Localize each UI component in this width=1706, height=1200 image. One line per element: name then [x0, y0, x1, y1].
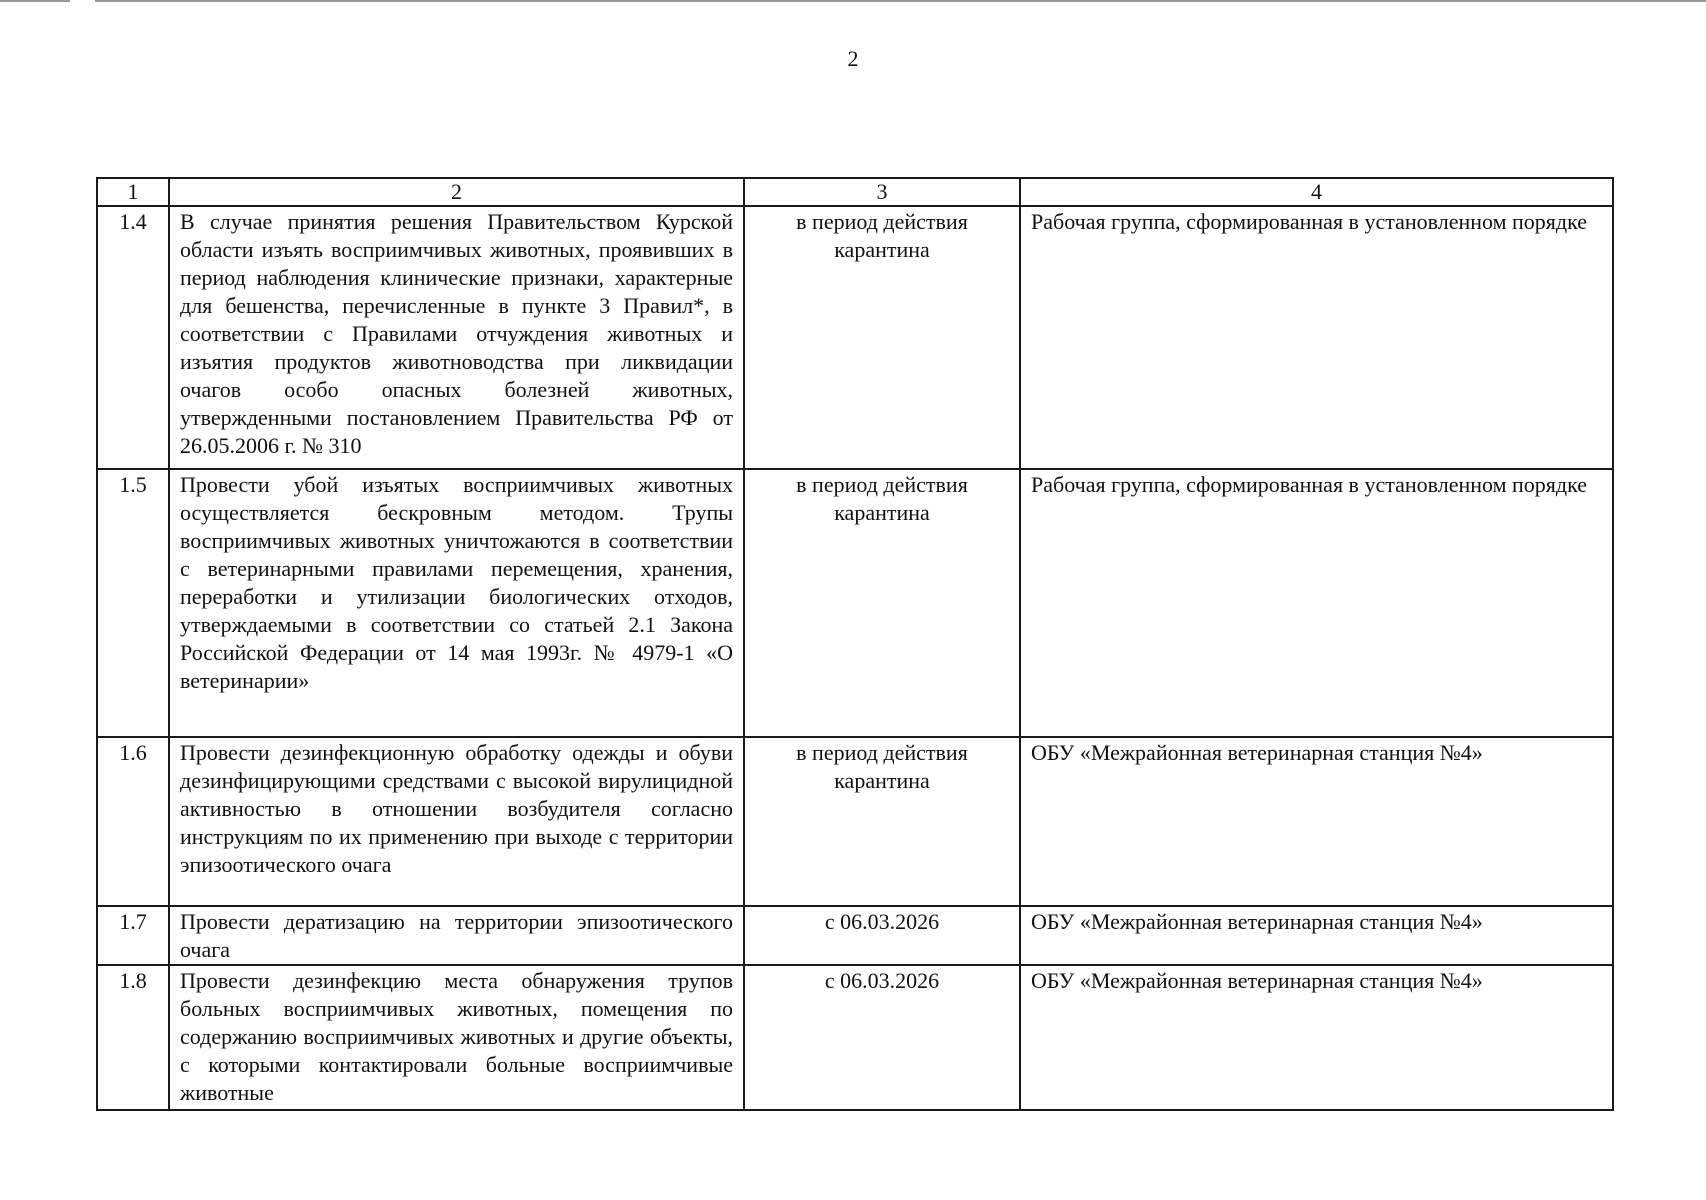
- item-term: в период действия карантина: [744, 206, 1020, 469]
- item-responsible: Рабочая группа, сформированная в установленном порядке: [1020, 469, 1613, 737]
- table-row: [97, 906, 1613, 965]
- scan-edge-line: [0, 0, 70, 2]
- item-number: 1.7: [97, 906, 169, 965]
- item-number: 1.5: [97, 469, 169, 737]
- item-number: 1.6: [97, 737, 169, 906]
- item-responsible: ОБУ «Межрайонная ветеринарная станция №4»: [1020, 906, 1613, 965]
- measures-table: [96, 177, 1614, 1111]
- item-term: в период действия карантина: [744, 469, 1020, 737]
- item-term: с 06.03.2026: [744, 906, 1020, 965]
- header-cell-3: 3: [744, 178, 1020, 206]
- item-responsible: ОБУ «Межрайонная ветеринарная станция №4»: [1020, 965, 1613, 1110]
- page-number: 2: [847, 46, 859, 71]
- item-responsible: ОБУ «Межрайонная ветеринарная станция №4»: [1020, 737, 1613, 906]
- scan-edge-line: [95, 0, 1706, 2]
- item-responsible: Рабочая группа, сформированная в установленном порядке: [1020, 206, 1613, 469]
- item-action: Провести дезинфекцию места обнаружения трупов больных восприимчивых животных, помещения по содержанию восприимчивых животных и другие объекты, с которыми контактировали больные восприимчивые животные: [169, 965, 744, 1110]
- table-row: [97, 965, 1613, 1110]
- header-cell-1: 1: [97, 178, 169, 206]
- item-number: 1.8: [97, 965, 169, 1110]
- item-term: с 06.03.2026: [744, 965, 1020, 1110]
- item-term: в период действия карантина: [744, 737, 1020, 906]
- table-row: [97, 737, 1613, 906]
- item-action: В случае принятия решения Правительством Курской области изъять восприимчивых животных, проявивших в период наблюдения клинические признаки, характерные для бешенства, перечисленные в пункте 3 Правил*, в соответствии с Правилами отчуждения животных и изъятия продуктов животноводства при ликвидации очагов особо опасных болезней животных, утвержденными постановлением Правительства РФ от 26.05.2006 г. № 310: [169, 206, 744, 469]
- item-action: Провести убой изъятых восприимчивых животных осуществляется бескровным методом. Трупы восприимчивых животных уничтожаются в соответствии с ветеринарными правилами перемещения, хранения, переработки и утилизации биологических отходов, утверждаемыми в соответствии со статьей 2.1 Закона Российской Федерации от 14 мая 1993г. № 4979-1 «О ветеринарии»: [169, 469, 744, 737]
- item-number: 1.4: [97, 206, 169, 469]
- item-action: Провести дезинфекционную обработку одежды и обуви дезинфицирующими средствами с высокой вирулицидной активностью в отношении возбудителя согласно инструкциям по их применению при выходе с территории эпизоотического очага: [169, 737, 744, 906]
- table-row: [97, 469, 1613, 737]
- header-cell-2: 2: [169, 178, 744, 206]
- table-row: [97, 206, 1613, 469]
- header-row: [97, 178, 1613, 206]
- header-cell-4: 4: [1020, 178, 1613, 206]
- item-action: Провести дератизацию на территории эпизоотического очага: [169, 906, 744, 965]
